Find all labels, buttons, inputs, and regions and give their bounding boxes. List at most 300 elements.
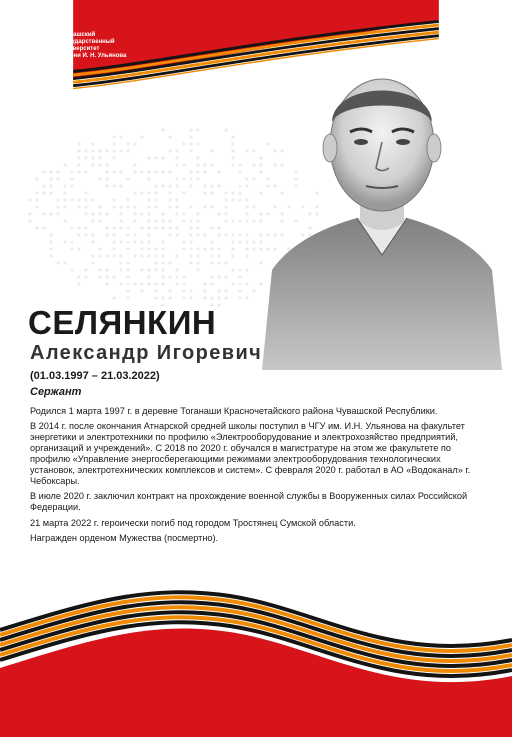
map-dot (112, 240, 115, 243)
map-dot (49, 212, 52, 215)
map-dot (84, 226, 87, 229)
map-dot (84, 170, 87, 173)
map-dot (133, 142, 136, 145)
map-dot (168, 219, 171, 222)
map-dot (154, 261, 157, 264)
map-dot (210, 184, 213, 187)
bio-paragraph: В 2014 г. после окончания Атнарской средней школы поступил в ЧГУ им. И.Н. Ульянова на факультет энергетики и электротехники по профилю «Электрооборудование и электрохозяйство предприятий, организаций и учреждений». С 2018 по 2020 г. обучался в магистратуре на этом же факультете по профилю «Управление энергосберегающими режимами электрооборудования технологических установок, электротехнических комплексов и систем». С февраля 2020 г. работал в АО «Водоканал» г. Чебоксары. (30, 421, 471, 487)
map-dot (224, 205, 227, 208)
map-dot (49, 170, 52, 173)
map-dot (112, 247, 115, 250)
map-dot (133, 212, 136, 215)
map-dot (224, 296, 227, 299)
map-dot (203, 289, 206, 292)
map-dot (35, 198, 38, 201)
map-dot (77, 142, 80, 145)
map-dot (105, 254, 108, 257)
bio-paragraph: В июле 2020 г. заключил контракт на прохождение военной службы в Вооруженных силах Российской Федерации. (30, 491, 468, 513)
map-dot (154, 226, 157, 229)
map-dot (147, 268, 150, 271)
map-dot (56, 205, 59, 208)
map-dot (91, 212, 94, 215)
map-dot (203, 205, 206, 208)
map-dot (196, 268, 199, 271)
map-dot (217, 233, 220, 236)
map-dot (91, 261, 94, 264)
map-dot (203, 247, 206, 250)
map-dot (56, 198, 59, 201)
map-dot (112, 233, 115, 236)
map-dot (210, 282, 213, 285)
map-dot (133, 233, 136, 236)
map-dot (189, 289, 192, 292)
map-dot (105, 177, 108, 180)
map-dot (245, 282, 248, 285)
map-dot (140, 254, 143, 257)
map-dot (84, 156, 87, 159)
map-dot (189, 135, 192, 138)
map-dot (154, 296, 157, 299)
map-dot (154, 254, 157, 257)
bio-paragraph: Родился 1 марта 1997 г. в деревне Тоганаши Красночетайского района Чувашской Республики. (30, 406, 438, 416)
map-dot (140, 191, 143, 194)
map-dot (224, 191, 227, 194)
map-dot (98, 205, 101, 208)
map-dot (133, 191, 136, 194)
map-dot (252, 240, 255, 243)
map-dot (231, 135, 234, 138)
map-dot (196, 177, 199, 180)
map-dot (119, 261, 122, 264)
map-dot (189, 170, 192, 173)
map-dot (49, 184, 52, 187)
map-dot (70, 268, 73, 271)
map-dot (49, 233, 52, 236)
map-dot (231, 247, 234, 250)
map-dot (189, 205, 192, 208)
map-dot (98, 247, 101, 250)
org-line-3: университет (62, 46, 100, 52)
map-dot (147, 233, 150, 236)
map-dot (175, 282, 178, 285)
map-dot (203, 282, 206, 285)
map-dot (252, 219, 255, 222)
map-dot (105, 163, 108, 166)
map-dot (196, 219, 199, 222)
map-dot (161, 212, 164, 215)
map-dot (175, 233, 178, 236)
org-line-4: имени И. Н. Ульянова (62, 53, 127, 59)
map-dot (126, 247, 129, 250)
map-dot (98, 219, 101, 222)
map-dot (98, 275, 101, 278)
map-dot (161, 128, 164, 131)
map-dot (133, 282, 136, 285)
map-dot (105, 184, 108, 187)
map-dot (56, 212, 59, 215)
map-dot (224, 198, 227, 201)
map-dot (168, 135, 171, 138)
map-dot (119, 212, 122, 215)
map-dot (175, 149, 178, 152)
map-dot (126, 142, 129, 145)
map-dot (210, 254, 213, 257)
map-dot (189, 226, 192, 229)
map-dot (161, 282, 164, 285)
map-dot (140, 268, 143, 271)
map-dot (224, 261, 227, 264)
map-dot (168, 233, 171, 236)
university-emblem-icon (28, 30, 58, 60)
map-dot (210, 149, 213, 152)
map-dot (63, 163, 66, 166)
map-dot (231, 219, 234, 222)
map-dot (77, 156, 80, 159)
map-dot (189, 254, 192, 257)
map-dot (175, 268, 178, 271)
map-dot (105, 275, 108, 278)
map-dot (98, 254, 101, 257)
map-dot (70, 177, 73, 180)
map-dot (196, 142, 199, 145)
map-dot (70, 240, 73, 243)
map-dot (35, 205, 38, 208)
map-dot (126, 268, 129, 271)
map-dot (84, 198, 87, 201)
logo-abbr: ЧГУ (30, 52, 46, 60)
map-dot (154, 289, 157, 292)
map-dot (98, 149, 101, 152)
map-dot (175, 212, 178, 215)
map-dot (231, 282, 234, 285)
map-dot (140, 170, 143, 173)
map-dot (238, 296, 241, 299)
map-dot (210, 275, 213, 278)
map-dot (175, 205, 178, 208)
map-dot (168, 205, 171, 208)
map-dot (105, 282, 108, 285)
map-dot (175, 275, 178, 278)
map-dot (98, 156, 101, 159)
map-dot (161, 296, 164, 299)
map-dot (147, 254, 150, 257)
map-dot (189, 184, 192, 187)
map-dot (112, 296, 115, 299)
map-dot (231, 191, 234, 194)
map-dot (189, 177, 192, 180)
map-dot (133, 240, 136, 243)
map-dot (217, 296, 220, 299)
map-dot (133, 170, 136, 173)
map-dot (147, 205, 150, 208)
map-dot (252, 247, 255, 250)
bio-paragraph: Награжден орденом Мужества (посмертно). (30, 532, 219, 543)
map-dot (147, 226, 150, 229)
map-dot (161, 156, 164, 159)
map-dot (98, 177, 101, 180)
map-dot (252, 289, 255, 292)
map-dot (119, 254, 122, 257)
map-dot (126, 282, 129, 285)
map-dot (217, 247, 220, 250)
map-dot (91, 198, 94, 201)
map-dot (91, 163, 94, 166)
map-dot (189, 240, 192, 243)
map-dot (91, 254, 94, 257)
map-dot (154, 219, 157, 222)
map-dot (63, 191, 66, 194)
map-dot (168, 289, 171, 292)
map-dot (98, 268, 101, 271)
map-dot (119, 135, 122, 138)
map-dot (140, 212, 143, 215)
map-dot (224, 128, 227, 131)
map-dot (147, 219, 150, 222)
map-dot (77, 149, 80, 152)
map-dot (196, 170, 199, 173)
map-dot (105, 233, 108, 236)
biography (30, 406, 480, 548)
map-dot (175, 163, 178, 166)
map-dot (217, 212, 220, 215)
map-dot (154, 184, 157, 187)
map-dot (203, 184, 206, 187)
map-dot (63, 205, 66, 208)
org-line-1: Чувашский (62, 32, 96, 38)
map-dot (77, 205, 80, 208)
map-dot (196, 233, 199, 236)
map-dot (147, 198, 150, 201)
map-dot (238, 282, 241, 285)
map-dot (182, 177, 185, 180)
map-dot (189, 128, 192, 131)
map-dot (77, 233, 80, 236)
map-dot (161, 275, 164, 278)
map-dot (147, 247, 150, 250)
map-dot (112, 254, 115, 257)
life-dates: (01.03.1997 – 21.03.2022) (30, 370, 160, 382)
map-dot (196, 156, 199, 159)
map-dot (245, 240, 248, 243)
map-dot (175, 184, 178, 187)
map-dot (224, 289, 227, 292)
map-dot (112, 142, 115, 145)
map-dot (28, 198, 31, 201)
map-dot (161, 170, 164, 173)
map-dot (182, 282, 185, 285)
map-dot (77, 163, 80, 166)
map-dot (70, 184, 73, 187)
map-dot (161, 219, 164, 222)
map-dot (84, 233, 87, 236)
map-dot (231, 163, 234, 166)
map-dot (119, 219, 122, 222)
map-dot (154, 191, 157, 194)
map-dot (196, 261, 199, 264)
map-dot (238, 184, 241, 187)
map-dot (140, 289, 143, 292)
map-dot (35, 226, 38, 229)
map-dot (217, 170, 220, 173)
map-dot (112, 275, 115, 278)
map-dot (154, 247, 157, 250)
map-dot (77, 170, 80, 173)
map-dot (217, 184, 220, 187)
map-dot (42, 170, 45, 173)
person-surname: СЕЛЯНКИН (28, 304, 217, 341)
map-dot (126, 205, 129, 208)
map-dot (49, 240, 52, 243)
map-dot (231, 149, 234, 152)
map-dot (91, 142, 94, 145)
map-dot (231, 142, 234, 145)
map-dot (119, 149, 122, 152)
map-dot (154, 282, 157, 285)
map-dot (28, 212, 31, 215)
map-dot (147, 156, 150, 159)
map-dot (126, 289, 129, 292)
map-dot (63, 219, 66, 222)
map-dot (252, 177, 255, 180)
map-dot (175, 156, 178, 159)
map-dot (196, 163, 199, 166)
map-dot (168, 184, 171, 187)
map-dot (119, 282, 122, 285)
map-dot (49, 247, 52, 250)
map-dot (203, 233, 206, 236)
map-dot (175, 177, 178, 180)
map-dot (245, 296, 248, 299)
map-dot (133, 163, 136, 166)
military-rank: Сержант (30, 386, 82, 398)
map-dot (126, 275, 129, 278)
map-dot (182, 191, 185, 194)
map-dot (161, 268, 164, 271)
map-dot (182, 289, 185, 292)
map-dot (231, 254, 234, 257)
map-dot (126, 296, 129, 299)
map-dot (70, 170, 73, 173)
map-dot (56, 177, 59, 180)
map-dot (91, 149, 94, 152)
map-dot (154, 268, 157, 271)
map-dot (112, 226, 115, 229)
map-dot (126, 149, 129, 152)
map-dot (217, 275, 220, 278)
map-dot (238, 289, 241, 292)
map-dot (147, 191, 150, 194)
map-dot (112, 156, 115, 159)
map-dot (161, 240, 164, 243)
map-dot (147, 177, 150, 180)
map-dot (238, 268, 241, 271)
map-dot (245, 198, 248, 201)
map-dot (168, 275, 171, 278)
map-dot (175, 254, 178, 257)
bio-paragraph: 21 марта 2022 г. героически погиб под городом Тростянец Сумской области. (30, 517, 356, 528)
map-dot (168, 198, 171, 201)
map-dot (182, 296, 185, 299)
map-dot (126, 177, 129, 180)
map-dot (119, 268, 122, 271)
map-dot (140, 282, 143, 285)
map-dot (77, 198, 80, 201)
map-dot (182, 247, 185, 250)
map-dot (217, 289, 220, 292)
map-dot (112, 149, 115, 152)
map-dot (84, 205, 87, 208)
map-dot (84, 275, 87, 278)
map-dot (189, 142, 192, 145)
map-dot (70, 198, 73, 201)
map-dot (182, 219, 185, 222)
map-dot (245, 268, 248, 271)
map-dot (154, 156, 157, 159)
map-dot (91, 233, 94, 236)
map-dot (217, 226, 220, 229)
map-dot (126, 226, 129, 229)
map-dot (238, 170, 241, 173)
map-dot (147, 282, 150, 285)
map-dot (161, 184, 164, 187)
map-dot (98, 212, 101, 215)
map-dot (161, 254, 164, 257)
map-dot (231, 240, 234, 243)
map-dot (42, 226, 45, 229)
map-dot (63, 261, 66, 264)
map-dot (245, 149, 248, 152)
map-dot (189, 233, 192, 236)
map-dot (182, 240, 185, 243)
map-dot (210, 247, 213, 250)
map-dot (168, 296, 171, 299)
map-dot (238, 240, 241, 243)
map-dot (98, 163, 101, 166)
map-dot (210, 191, 213, 194)
map-dot (133, 254, 136, 257)
map-dot (112, 135, 115, 138)
map-dot (161, 247, 164, 250)
map-dot (203, 170, 206, 173)
org-line-2: государственный (62, 39, 115, 45)
map-dot (35, 191, 38, 194)
map-dot (210, 296, 213, 299)
map-dot (168, 226, 171, 229)
map-dot (189, 296, 192, 299)
map-dot (105, 226, 108, 229)
map-dot (245, 205, 248, 208)
map-dot (203, 163, 206, 166)
map-dot (231, 233, 234, 236)
map-dot (231, 268, 234, 271)
map-dot (196, 212, 199, 215)
map-dot (77, 226, 80, 229)
map-dot (133, 205, 136, 208)
map-dot (63, 198, 66, 201)
map-dot (140, 135, 143, 138)
map-dot (196, 226, 199, 229)
map-dot (217, 254, 220, 257)
map-dot (70, 247, 73, 250)
map-dot (245, 177, 248, 180)
map-dot (147, 212, 150, 215)
map-dot (42, 184, 45, 187)
map-dot (203, 296, 206, 299)
map-dot (168, 191, 171, 194)
map-dot (70, 226, 73, 229)
map-dot (203, 191, 206, 194)
map-dot (224, 233, 227, 236)
